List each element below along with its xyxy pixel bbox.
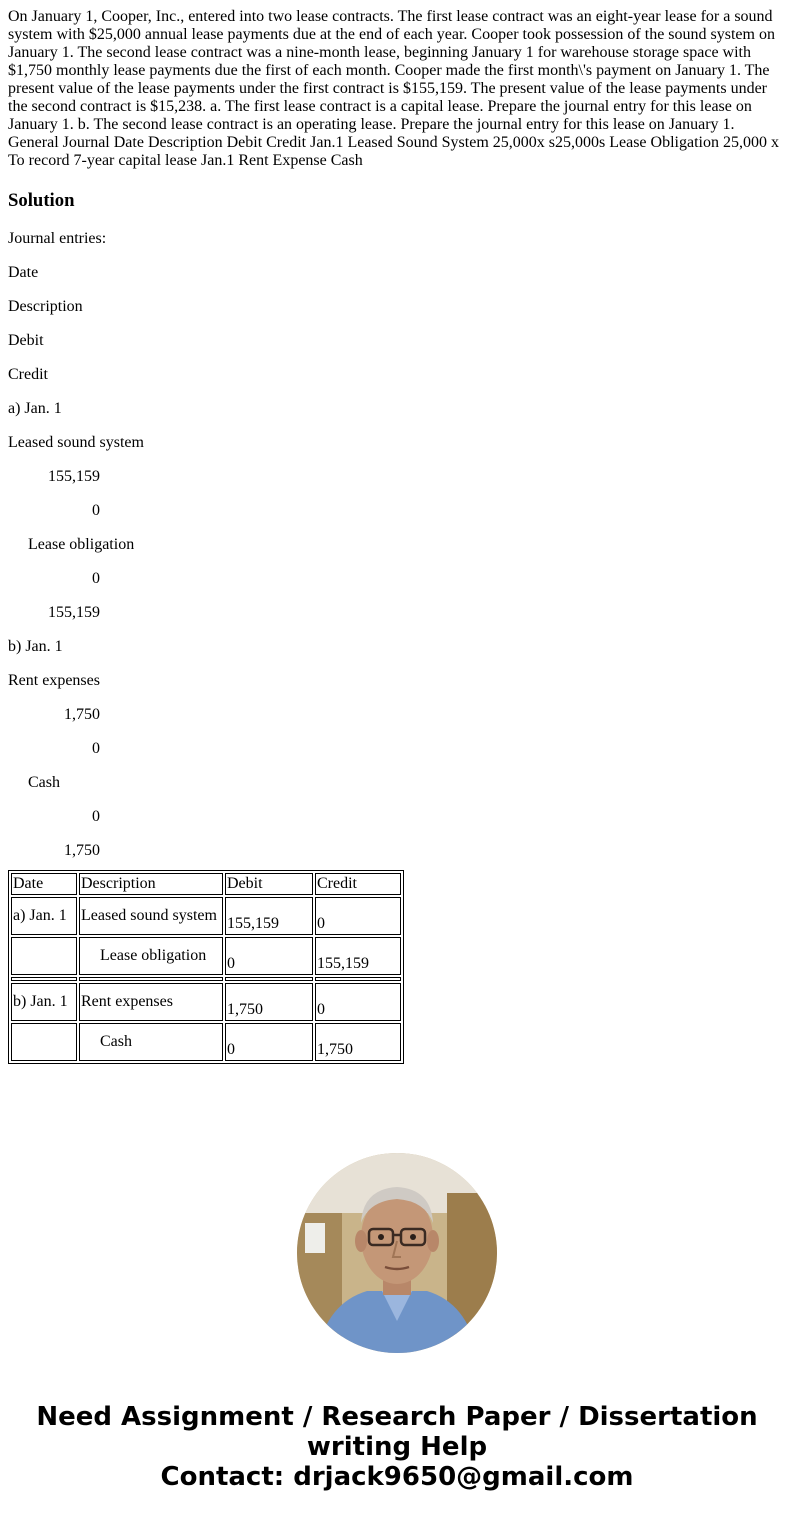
avatar bbox=[297, 1153, 497, 1353]
entry-a-credit-account: Lease obligation bbox=[28, 536, 135, 553]
table-cell-account: Lease obligation bbox=[79, 937, 223, 975]
table-row bbox=[11, 897, 401, 935]
table-cell-date: b) Jan. 1 bbox=[11, 983, 77, 1021]
table-cell-date-empty bbox=[11, 1023, 77, 1061]
table-cell-credit: 155,159 bbox=[315, 937, 401, 975]
separator-cell bbox=[79, 977, 223, 981]
question-text: On January 1, Cooper, Inc., entered into two lease contracts. The first lease contract was an eight-year lease for a sound system with $25,000 annual lease payments due at the end of each year. Cooper took possession of the sound system on January 1. The second lease contract was a nine-month lease, beginning January 1 for warehouse storage space with $1,750 monthly lease payments due the first of each month. Cooper made the first month\'s payment on January 1. The present value of the lease payments under the first contract is $155,159. The present value of the lease payments under the second contract is $15,238. a. The first lease contract is a capital lease. Prepare the journal entry for this lease on January 1. b. The second lease contract is an operating lease. Prepare the journal entry for this lease on January 1. General Journal Date Description Debit Credit Jan.1 Leased Sound System 25,000x s25,000s Lease Obligation 25,000 x To record 7-year capital lease Jan.1 Rent Expense Cash bbox=[8, 8, 779, 169]
entry-b-credit-debit: 0 bbox=[92, 808, 100, 825]
tutor-portrait-icon bbox=[297, 1153, 497, 1353]
table-row bbox=[11, 983, 401, 1021]
journal-table bbox=[8, 870, 404, 1064]
separator-cell bbox=[225, 977, 313, 981]
table-cell-account: Rent expenses bbox=[79, 983, 223, 1021]
entry-a-credit-debit: 0 bbox=[92, 570, 100, 587]
table-separator-row bbox=[11, 977, 401, 981]
table-header-row bbox=[11, 873, 401, 895]
table-cell-debit: 155,159 bbox=[225, 897, 313, 935]
table-header-credit: Credit bbox=[315, 873, 401, 895]
table-header-debit: Debit bbox=[225, 873, 313, 895]
table-cell-debit: 1,750 bbox=[225, 983, 313, 1021]
promo-line-1: Need Assignment / Research Paper / Dissertation bbox=[36, 1402, 758, 1432]
entry-b-debit-amount: 1,750 bbox=[64, 706, 100, 723]
separator-cell bbox=[315, 977, 401, 981]
promo-line-2: writing Help bbox=[306, 1432, 488, 1462]
table-cell-debit: 0 bbox=[225, 937, 313, 975]
table-header-description: Description bbox=[79, 873, 223, 895]
entry-b-debit-account: Rent expenses bbox=[8, 672, 100, 689]
table-row bbox=[11, 937, 401, 975]
solution-heading: Solution bbox=[8, 190, 75, 211]
table-cell-date-empty bbox=[11, 937, 77, 975]
table-cell-account: Cash bbox=[79, 1023, 223, 1061]
journal-entries-label: Journal entries: bbox=[8, 230, 107, 247]
solution-lines bbox=[8, 230, 786, 860]
promo-banner bbox=[0, 1402, 794, 1492]
table-cell-credit: 0 bbox=[315, 897, 401, 935]
entry-b-credit-account: Cash bbox=[28, 774, 60, 791]
header-date: Date bbox=[8, 264, 39, 281]
table-cell-credit: 0 bbox=[315, 983, 401, 1021]
entry-a-debit-amount: 155,159 bbox=[48, 468, 100, 485]
table-row bbox=[11, 1023, 401, 1061]
entry-b-credit-amount: 1,750 bbox=[64, 842, 100, 859]
table-cell-debit: 0 bbox=[225, 1023, 313, 1061]
table-cell-account: Leased sound system bbox=[79, 897, 223, 935]
promo-contact: Contact: drjack9650@gmail.com bbox=[160, 1462, 634, 1492]
header-credit: Credit bbox=[8, 366, 48, 383]
entry-b-debit-credit: 0 bbox=[92, 740, 100, 757]
table-cell-date: a) Jan. 1 bbox=[11, 897, 77, 935]
header-description: Description bbox=[8, 298, 83, 315]
entry-b-date: b) Jan. 1 bbox=[8, 638, 63, 655]
table-cell-credit: 1,750 bbox=[315, 1023, 401, 1061]
entry-a-date: a) Jan. 1 bbox=[8, 400, 62, 417]
entry-a-debit-credit: 0 bbox=[92, 502, 100, 519]
entry-a-debit-account: Leased sound system bbox=[8, 434, 144, 451]
header-debit: Debit bbox=[8, 332, 44, 349]
entry-a-credit-amount: 155,159 bbox=[48, 604, 100, 621]
table-header-date: Date bbox=[11, 873, 77, 895]
separator-cell bbox=[11, 977, 77, 981]
